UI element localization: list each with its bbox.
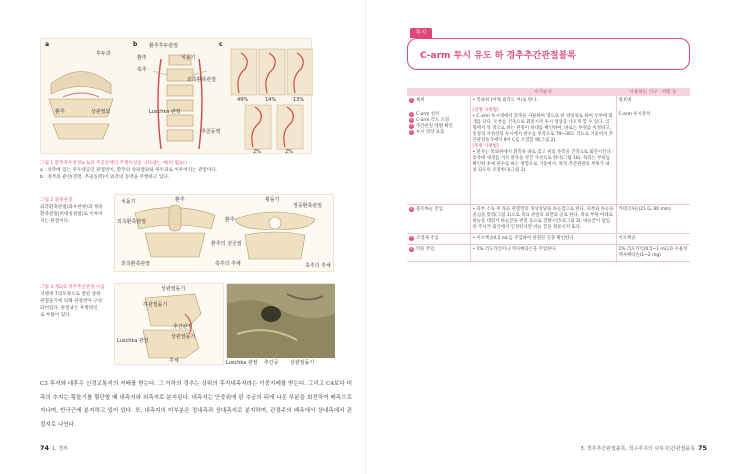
label-atlas-b: 환추 bbox=[137, 55, 147, 61]
table-cell-tools bbox=[616, 233, 690, 244]
label-lateral-atlantoaxial: 외측환축관절 bbox=[187, 77, 216, 83]
label-superior-articular-process: 상관절돌기 bbox=[161, 286, 186, 292]
figure-1-caption-title: 그림 1 환추후두관절a, b과 추골동맥의 주행이상을 나타내는 예(비 법)(c) bbox=[40, 161, 187, 166]
tool-item: 방호대 bbox=[618, 98, 632, 103]
right-page-number: 75 bbox=[697, 444, 707, 452]
step-label: 약물 주입 bbox=[416, 246, 435, 252]
label-superior-articular-facet: 상관절와 bbox=[91, 109, 111, 115]
label-intervertebral-foramen: 추간공 bbox=[264, 360, 279, 366]
figure-2-caption-line: 환축관절(비대칭관절)로 이루어 bbox=[40, 212, 103, 217]
figure-3-drawing bbox=[114, 283, 224, 365]
procedure-subheading: [후방 사위법] bbox=[472, 144, 499, 149]
figure-2-caption-line: 외측환축관절(좌우한쌍)과 정중 bbox=[40, 205, 103, 210]
label-lateral-atlantoaxial-3: 외측환축관절 bbox=[121, 261, 150, 267]
label-dens-2: 치돌기 bbox=[121, 199, 136, 205]
step-item bbox=[409, 98, 468, 104]
label-axis-body: 축추의 추체 bbox=[215, 261, 241, 267]
table-cell-steps bbox=[407, 96, 470, 204]
table-cell-tools bbox=[616, 204, 690, 233]
label-superior-articular-process-2: 상관절돌기 bbox=[171, 334, 196, 340]
step-number-icon: 6 bbox=[410, 206, 413, 211]
procedure-line: • 1% 리도카인이나 덱사메타손을 주입한다. bbox=[472, 246, 557, 252]
label-axis: 축추 bbox=[137, 67, 147, 73]
procedure-title: C-arm 투시 유도 하 경추추간관절블록 bbox=[420, 51, 576, 61]
left-running-head: 1. 경부 bbox=[52, 446, 69, 452]
label-dens: 치돌기 bbox=[181, 55, 196, 61]
label-atlas-2: 환추 bbox=[175, 197, 185, 203]
label-anterior-arch: 환추의 전궁절 bbox=[211, 241, 242, 247]
label-atlas-2b: 환추 bbox=[225, 217, 235, 223]
section-tag: 투시 bbox=[410, 28, 432, 38]
step-label: 조영제 주입 bbox=[416, 235, 439, 241]
label-pct-2a: 2% bbox=[253, 149, 261, 155]
left-folio bbox=[40, 444, 68, 452]
figure-2-caption bbox=[40, 197, 110, 225]
tool-item: 카테 [바늘(21 G, 60 mm) bbox=[618, 206, 671, 212]
label-occipital-condyle: 후두과 bbox=[96, 51, 111, 57]
step-label: 투시 영상 보출 bbox=[416, 130, 445, 135]
step-item bbox=[409, 130, 468, 136]
figure-3-caption-line: 관절돌기에 의해 관절면이 구성 bbox=[40, 299, 103, 304]
procedure-line: • 환자는 복와위에서 환측을 바로 있고 위의 무측을 건축으로 회전시킨다. 통측에 세개를 겨서 환축을 약간 사선으로 한다(그림 1b). 목피는 부위를 확인한 후에 관수를 하는 방향으로 기울여서, 목적 추간관절의 부위가 대칭 되도록 조절한다(그림 2). bbox=[472, 150, 613, 173]
label-pct-14: 14% bbox=[265, 97, 277, 103]
step-label: C-arm 각도 조절 bbox=[416, 118, 450, 123]
table-row bbox=[407, 96, 690, 204]
label-vertebral-body: 추체 bbox=[169, 358, 179, 364]
table-row bbox=[407, 204, 690, 233]
step-number-icon: 3 bbox=[410, 118, 413, 122]
procedure-line: • C-arm 투시대에서 환축을 사용하여 영으로 한 양의위로 하여 두부에 회개를 단다. 두부를 건축으로 회전시켜 투시 영상을 나오게 할 수 있다. 입형에서 복 적으로 하는 관절이 하대를 확인하여, 바로는 부위를 이정하고, 통상의 사위상의 투시에서 관수를 무측으로 79~30도 각도로 기울여서 추간관절돌기에서 9이 C를 조절할 때(그림 2). bbox=[472, 114, 614, 143]
step-label: 블록바늘 진입 bbox=[416, 206, 443, 212]
panel-letter-a: a bbox=[45, 41, 50, 48]
table-cell-steps bbox=[407, 233, 470, 244]
procedure-line: • 피부 소독 후 목표 관절면의 정상상당을 바늘점으로 한다. 피부와 바늘을 중심을 맞춰(그림 1)으로 목표 관절의 외면의 골로 한다. 목표 부위 아래로 바늘을 대었서 바늘끝을 관절 돌으로 진행시킨다(그림 3). 바늘끝이 삽입된 주사가 외국에서 인정된다면 바늘 끝을 정류시켜 또다. bbox=[472, 206, 614, 230]
figure-3-caption-line: 되어있다. 관절낭은 후방비인 bbox=[40, 306, 98, 311]
label-median-atlantoaxial: 정중환축관절 bbox=[293, 203, 322, 209]
table-header-procedure: 수기순서 bbox=[470, 88, 616, 96]
figure-3-caption bbox=[40, 284, 110, 319]
procedure-table bbox=[407, 88, 690, 262]
figure-2 bbox=[114, 194, 334, 272]
left-page-number: 74 bbox=[40, 444, 50, 452]
figure-3-caption-line: 로 부풀어 있다. bbox=[40, 313, 72, 318]
figure-1-caption bbox=[40, 160, 312, 181]
table-cell-tools bbox=[616, 244, 690, 261]
table-cell-procedure bbox=[470, 204, 616, 233]
left-page bbox=[0, 0, 366, 474]
label-facet-joint: 추간관절 bbox=[173, 324, 193, 330]
tool-item: C-arm 투시장치 bbox=[618, 112, 651, 117]
procedure-title-box bbox=[407, 38, 690, 70]
figure-1-caption-line: b : 경추의 관선(전면, 추골동맥)이 외측의 동맥을 주행하고 있다. bbox=[40, 175, 170, 180]
procedure-subheading: [전방 사위법] bbox=[472, 108, 499, 113]
label-superior-articular-photo: 상관절돌기 bbox=[290, 360, 315, 366]
body-paragraph: C3 후지와 대후두 신경교통지의 지배를 받는다. 그 이하의 경추는 상위의 후지내측지라는 이중지배를 받는다. 그리고 C4보다 미측의 추지는 횡돌기를 횡단할 때 내측지와 외측지로 분지된다. 내측지는 안중위에 판 추궁의 뒤에 나온 부분을 회전하여 배측으로 지나며, 반극근에 분지하고 있어 있다. 또, 내측지의 미부분은 정내측과 상대측지로 분지하며, 관절주의 배측에서 상내측에서 관절지로 나뉜다. bbox=[40, 381, 352, 428]
label-atlanto-occipital-joint: 환추후두관절 bbox=[149, 43, 178, 49]
step-label: 추간관절 레벨 확인 bbox=[416, 124, 453, 129]
label-pct-49: 49% bbox=[237, 97, 249, 103]
panel-letter-c: c bbox=[219, 41, 223, 48]
tool-item: 1% 리도카인(0.5~1 mL)과 수용성 덱사메타손(1~2 mg) bbox=[618, 246, 688, 258]
table-cell-tools bbox=[616, 96, 690, 204]
table-row bbox=[407, 244, 690, 261]
table-cell-procedure bbox=[470, 96, 616, 204]
table-cell-procedure bbox=[470, 244, 616, 261]
step-label: C-arm 설치 bbox=[416, 112, 440, 117]
step-number-icon: 5 bbox=[410, 130, 413, 134]
step-label: 체위 bbox=[416, 98, 425, 103]
figure-3-illustration bbox=[115, 284, 225, 366]
label-pct-2b: 2% bbox=[285, 149, 293, 155]
table-row bbox=[407, 233, 690, 244]
step-number-icon: 7 bbox=[410, 235, 413, 240]
label-pct-13: 13% bbox=[293, 97, 305, 103]
table-cell-procedure bbox=[470, 233, 616, 244]
label-axis-body-right: 축추의 추체 bbox=[305, 263, 331, 269]
step-number-icon: 1 bbox=[410, 98, 413, 102]
procedure-line: • 복와위 [어께 외측으 어)로 한다. bbox=[472, 98, 538, 103]
table-header-step bbox=[407, 88, 470, 96]
figure-3-photo-image bbox=[227, 284, 335, 358]
label-inferior-articular-process: 하관절돌기 bbox=[143, 302, 168, 308]
label-luschka-joint-photo: Luschka 관절 bbox=[226, 360, 258, 366]
right-folio bbox=[580, 444, 707, 452]
procedure-line: • 이오헥솔0.5 mL를 주입하여 관절된 것을 확인한다. bbox=[472, 235, 575, 241]
label-lateral-atlantoaxial-2: 외측환축관절 bbox=[117, 219, 146, 225]
step-number-icon: 8 bbox=[410, 246, 413, 251]
right-running-head: 3. 경추추간관절블록, 척수추지의 사하지)간관절블록 bbox=[580, 446, 695, 452]
right-page bbox=[367, 0, 733, 474]
table-header-row bbox=[407, 88, 690, 96]
figure-2-caption-line: 지는 관절이다. bbox=[40, 219, 70, 224]
figure-2-caption-title: 그림 2 환축관절 bbox=[40, 198, 73, 203]
step-number-icon: 2 bbox=[410, 112, 413, 116]
panel-letter-b: b bbox=[133, 41, 138, 48]
label-atlas-a: 환추 bbox=[55, 109, 65, 115]
figure-3-caption-line: 지렛대 7의모양으로 결된 상하 bbox=[40, 292, 101, 297]
table-header-tools: 사용하는 기구 · 약물 등 bbox=[616, 88, 690, 96]
label-luschka-joint: Luschka 관절 bbox=[149, 109, 181, 115]
figure-3-caption-title: 그림 3 제2/3 경추추간관절 이음 bbox=[40, 285, 105, 290]
table-cell-steps bbox=[407, 204, 470, 233]
figure-3-photo bbox=[226, 283, 334, 357]
label-luschka-joint-3: Luschka 관절 bbox=[117, 338, 149, 344]
figure-1 bbox=[40, 38, 312, 154]
figure-1-caption-line: a : 상측에 있는 후두대공인 관절면이, 환추의 상관절와와 후두과로 이루어지는 관절이다. bbox=[40, 168, 218, 173]
label-transverse-process: 횡돌기 bbox=[265, 197, 280, 203]
label-vertebral-artery: 추골동맥 bbox=[201, 129, 221, 135]
tool-item: 이오헥솔 bbox=[618, 235, 636, 241]
step-number-icon: 4 bbox=[410, 124, 413, 128]
table-cell-steps bbox=[407, 244, 470, 261]
